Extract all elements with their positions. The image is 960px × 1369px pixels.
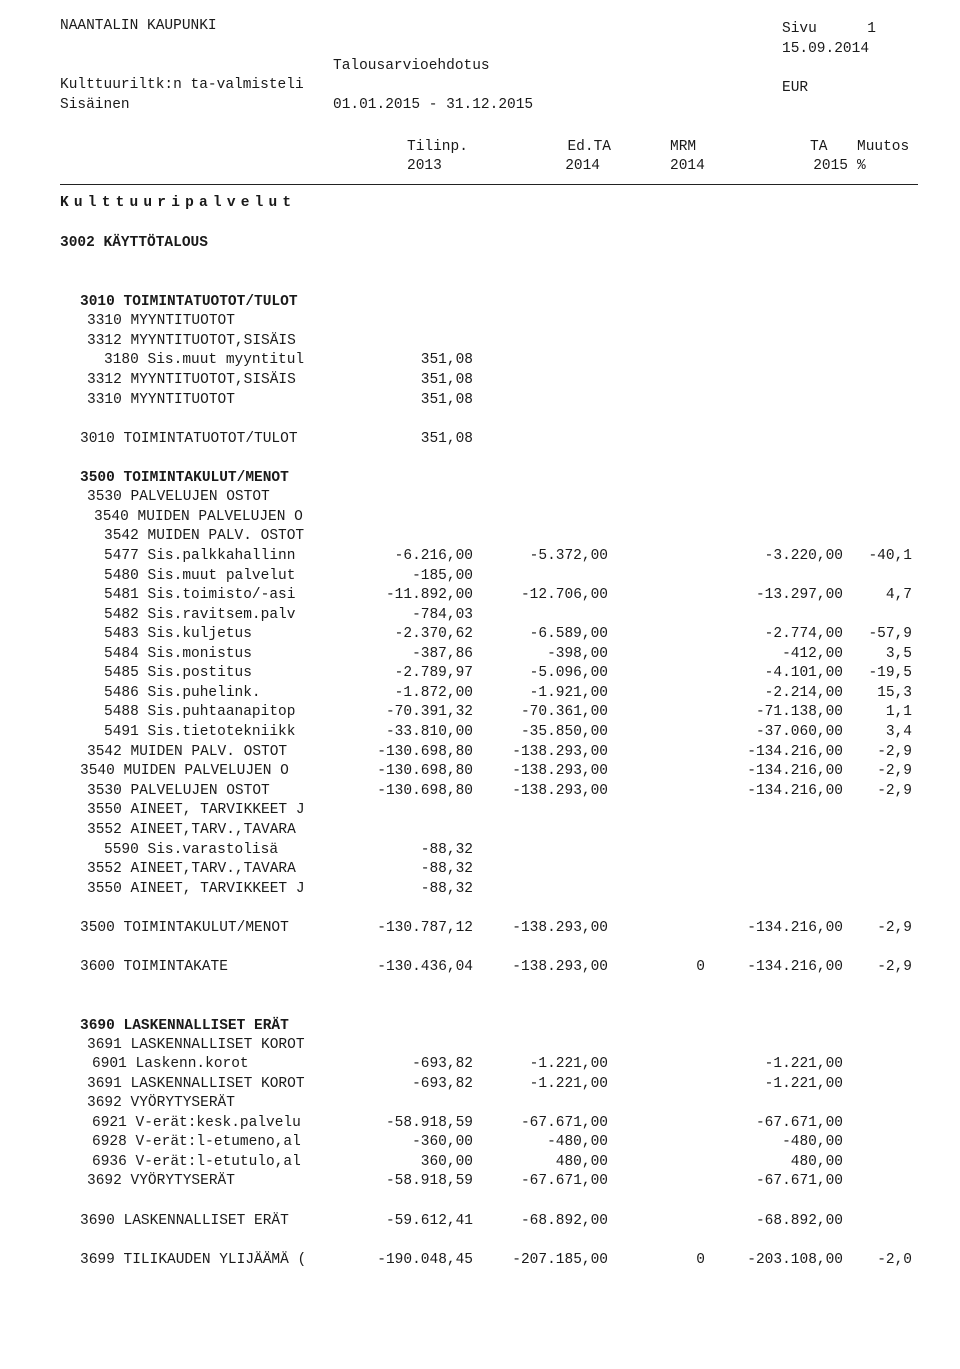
row-value-col2: -35.850,00 (520, 724, 608, 740)
row-label: 3500 TOIMINTAKULUT/MENOT (80, 920, 289, 936)
row-value-col5: -19,5 (868, 665, 912, 681)
row-value-col4: -2.214,00 (764, 685, 843, 701)
row-value-col1: -1.872,00 (394, 685, 473, 701)
row-value-col4: -67.671,00 (755, 1173, 843, 1189)
row-label: 6936 V-erät:l-etutulo,al (92, 1154, 301, 1170)
row-value-col2: -67.671,00 (520, 1173, 608, 1189)
row-label: 3310 MYYNTITUOTOT (87, 392, 235, 408)
column-header-4-line2: 2015 (813, 158, 848, 174)
row-label: 3540 MUIDEN PALVELUJEN O (94, 509, 303, 525)
row-value-col4: -1.221,00 (764, 1076, 843, 1092)
row-value-col5: -40,1 (868, 548, 912, 564)
row-value-col1: 351,08 (420, 352, 473, 368)
period-range: 01.01.2015 - 31.12.2015 (333, 97, 534, 113)
row-value-col1: -130.787,12 (377, 920, 473, 936)
column-header-4-line1: TA (810, 139, 828, 155)
unit-name: Kulttuuriltk:n ta-valmisteli (60, 77, 304, 93)
page-label: Sivu (782, 21, 817, 37)
row-label: 3310 MYYNTITUOTOT (87, 313, 235, 329)
row-label: 3690 LASKENNALLISET ERÄT (80, 1213, 289, 1229)
row-value-col1: -6.216,00 (394, 548, 473, 564)
row-label: 3552 AINEET,TARV.,TAVARA (87, 822, 296, 838)
row-value-col2: -138.293,00 (512, 920, 608, 936)
row-value-col1: -387,86 (412, 646, 473, 662)
row-value-col2: -5.372,00 (529, 548, 608, 564)
document-title: Talousarvioehdotus (333, 58, 490, 74)
row-value-col1: -88,32 (420, 861, 473, 877)
row-label: 3530 PALVELUJEN OSTOT (87, 489, 270, 505)
row-value-col5: 15,3 (877, 685, 912, 701)
organization-name: NAANTALIN KAUPUNKI (60, 18, 217, 34)
column-header-1-line2: 2013 (407, 158, 442, 174)
row-value-col1: -693,82 (412, 1076, 473, 1092)
row-value-col1: 351,08 (420, 372, 473, 388)
row-value-col1: -130.698,80 (377, 763, 473, 779)
row-value-col1: -88,32 (420, 842, 473, 858)
row-value-col1: -2.370,62 (394, 626, 473, 642)
row-label: 5483 Sis.kuljetus (104, 626, 252, 642)
row-value-col2: -67.671,00 (520, 1115, 608, 1131)
row-label: 3010 TOIMINTATUOTOT/TULOT (80, 294, 298, 310)
row-value-col2: -138.293,00 (512, 783, 608, 799)
row-label: 5481 Sis.toimisto/-asi (104, 587, 296, 603)
row-value-col1: -70.391,32 (385, 704, 473, 720)
row-label: 6921 V-erät:kesk.palvelu (92, 1115, 301, 1131)
row-value-col1: -185,00 (412, 568, 473, 584)
row-label: 3692 VYÖRYTYSERÄT (87, 1095, 235, 1111)
row-label: 3699 TILIKAUDEN YLIJÄÄMÄ ( (80, 1252, 307, 1268)
row-value-col1: -360,00 (412, 1134, 473, 1150)
row-value-col1: -130.436,04 (377, 959, 473, 975)
row-value-col5: -2,9 (877, 783, 912, 799)
row-value-col4: -68.892,00 (755, 1213, 843, 1229)
row-label: 3180 Sis.muut myyntitul (104, 352, 305, 368)
row-value-col1: -190.048,45 (377, 1252, 473, 1268)
row-value-col4: -480,00 (782, 1134, 843, 1150)
row-label: 5486 Sis.puhelink. (104, 685, 261, 701)
row-label: 3552 AINEET,TARV.,TAVARA (87, 861, 296, 877)
row-value-col5: 1,1 (885, 704, 912, 720)
column-header-3-line1: MRM (670, 139, 697, 155)
row-value-col4: -134.216,00 (747, 920, 843, 936)
row-label: 5480 Sis.muut palvelut (104, 568, 296, 584)
row-value-col1: -784,03 (412, 607, 473, 623)
row-value-col1: -59.612,41 (385, 1213, 473, 1229)
row-value-col2: -138.293,00 (512, 959, 608, 975)
row-value-col2: -70.361,00 (520, 704, 608, 720)
row-value-col4: -134.216,00 (747, 763, 843, 779)
row-value-col4: -67.671,00 (755, 1115, 843, 1131)
row-value-col1: -58.918,59 (385, 1115, 473, 1131)
row-value-col2: 480,00 (555, 1154, 608, 1170)
row-label: 5488 Sis.puhtaanapitop (104, 704, 296, 720)
row-value-col5: -2,9 (877, 763, 912, 779)
column-header-2-line1: Ed.TA (567, 139, 611, 155)
row-value-col2: -12.706,00 (520, 587, 608, 603)
row-value-col2: -1.221,00 (529, 1076, 608, 1092)
row-value-col5: 3,5 (885, 646, 912, 662)
row-value-col2: -1.921,00 (529, 685, 608, 701)
row-label: 3500 TOIMINTAKULUT/MENOT (80, 470, 289, 486)
row-value-col5: -2,0 (877, 1252, 912, 1268)
row-value-col4: 480,00 (790, 1154, 843, 1170)
row-value-col4: -134.216,00 (747, 744, 843, 760)
row-value-col5: 3,4 (885, 724, 912, 740)
row-value-col1: -88,32 (420, 881, 473, 897)
row-value-col4: -2.774,00 (764, 626, 843, 642)
row-value-col2: -138.293,00 (512, 763, 608, 779)
row-label: 5485 Sis.postitus (104, 665, 252, 681)
row-value-col4: -3.220,00 (764, 548, 843, 564)
currency-label: EUR (782, 80, 809, 96)
print-date: 15.09.2014 (782, 41, 870, 57)
section-title: Kulttuuripalvelut (60, 195, 297, 211)
row-value-col2: -68.892,00 (520, 1213, 608, 1229)
row-label: 3600 TOIMINTAKATE (80, 959, 228, 975)
row-value-col2: -6.589,00 (529, 626, 608, 642)
row-value-col4: -13.297,00 (755, 587, 843, 603)
row-label: 5491 Sis.tietotekniikk (104, 724, 296, 740)
row-value-col2: -5.096,00 (529, 665, 608, 681)
column-header-3-line2: 2014 (670, 158, 705, 174)
column-header-1-line1: Tilinp. (407, 139, 468, 155)
row-label: 3691 LASKENNALLISET KOROT (87, 1037, 305, 1053)
row-label: 3312 MYYNTITUOTOT,SISÄIS (87, 372, 296, 388)
row-label: 6928 V-erät:l-etumeno,al (92, 1134, 301, 1150)
row-value-col3: 0 (696, 959, 705, 975)
row-value-col3: 0 (696, 1252, 705, 1268)
row-label: 3542 MUIDEN PALV. OSTOT (87, 744, 288, 760)
row-value-col4: -412,00 (782, 646, 843, 662)
row-value-col1: -58.918,59 (385, 1173, 473, 1189)
row-label: 5482 Sis.ravitsem.palv (104, 607, 296, 623)
row-value-col4: -71.138,00 (755, 704, 843, 720)
row-value-col1: -130.698,80 (377, 783, 473, 799)
row-value-col1: -693,82 (412, 1056, 473, 1072)
row-value-col5: -2,9 (877, 959, 912, 975)
row-label: 5477 Sis.palkkahallinn (104, 548, 296, 564)
row-value-col2: -207.185,00 (512, 1252, 608, 1268)
row-value-col1: 360,00 (420, 1154, 473, 1170)
row-value-col4: -4.101,00 (764, 665, 843, 681)
row-label: 3540 MUIDEN PALVELUJEN O (80, 763, 289, 779)
scope-label: Sisäinen (60, 97, 130, 113)
row-value-col4: -134.216,00 (747, 959, 843, 975)
header-divider (60, 184, 918, 185)
column-header-5-line2: % (857, 158, 866, 174)
row-label: 3530 PALVELUJEN OSTOT (87, 783, 270, 799)
row-value-col5: -57,9 (868, 626, 912, 642)
row-label: 5484 Sis.monistus (104, 646, 252, 662)
row-value-col1: -130.698,80 (377, 744, 473, 760)
row-value-col5: -2,9 (877, 920, 912, 936)
row-value-col2: -138.293,00 (512, 744, 608, 760)
row-value-col4: -203.108,00 (747, 1252, 843, 1268)
row-value-col1: -11.892,00 (385, 587, 473, 603)
row-value-col5: -2,9 (877, 744, 912, 760)
row-label: 3002 KÄYTTÖTALOUS (60, 235, 208, 251)
row-value-col2: -480,00 (547, 1134, 608, 1150)
row-label: 3542 MUIDEN PALV. OSTOT (104, 528, 305, 544)
row-label: 3312 MYYNTITUOTOT,SISÄIS (87, 333, 296, 349)
row-label: 3691 LASKENNALLISET KOROT (87, 1076, 305, 1092)
row-label: 5590 Sis.varastolisä (104, 842, 279, 858)
row-value-col2: -1.221,00 (529, 1056, 608, 1072)
row-value-col4: -134.216,00 (747, 783, 843, 799)
row-label: 3550 AINEET, TARVIKKEET J (87, 802, 305, 818)
row-label: 3692 VYÖRYTYSERÄT (87, 1173, 235, 1189)
row-label: 3550 AINEET, TARVIKKEET J (87, 881, 305, 897)
row-label: 3010 TOIMINTATUOTOT/TULOT (80, 431, 298, 447)
page-number: 1 (867, 21, 876, 37)
row-value-col1: -33.810,00 (385, 724, 473, 740)
row-value-col1: 351,08 (420, 392, 473, 408)
row-value-col1: 351,08 (420, 431, 473, 447)
row-value-col2: -398,00 (547, 646, 608, 662)
row-value-col4: -37.060,00 (755, 724, 843, 740)
row-label: 3690 LASKENNALLISET ERÄT (80, 1018, 289, 1034)
row-value-col5: 4,7 (885, 587, 912, 603)
row-label: 6901 Laskenn.korot (92, 1056, 249, 1072)
column-header-2-line2: 2014 (565, 158, 600, 174)
row-value-col4: -1.221,00 (764, 1056, 843, 1072)
row-value-col1: -2.789,97 (394, 665, 473, 681)
column-header-5-line1: Muutos (857, 139, 910, 155)
